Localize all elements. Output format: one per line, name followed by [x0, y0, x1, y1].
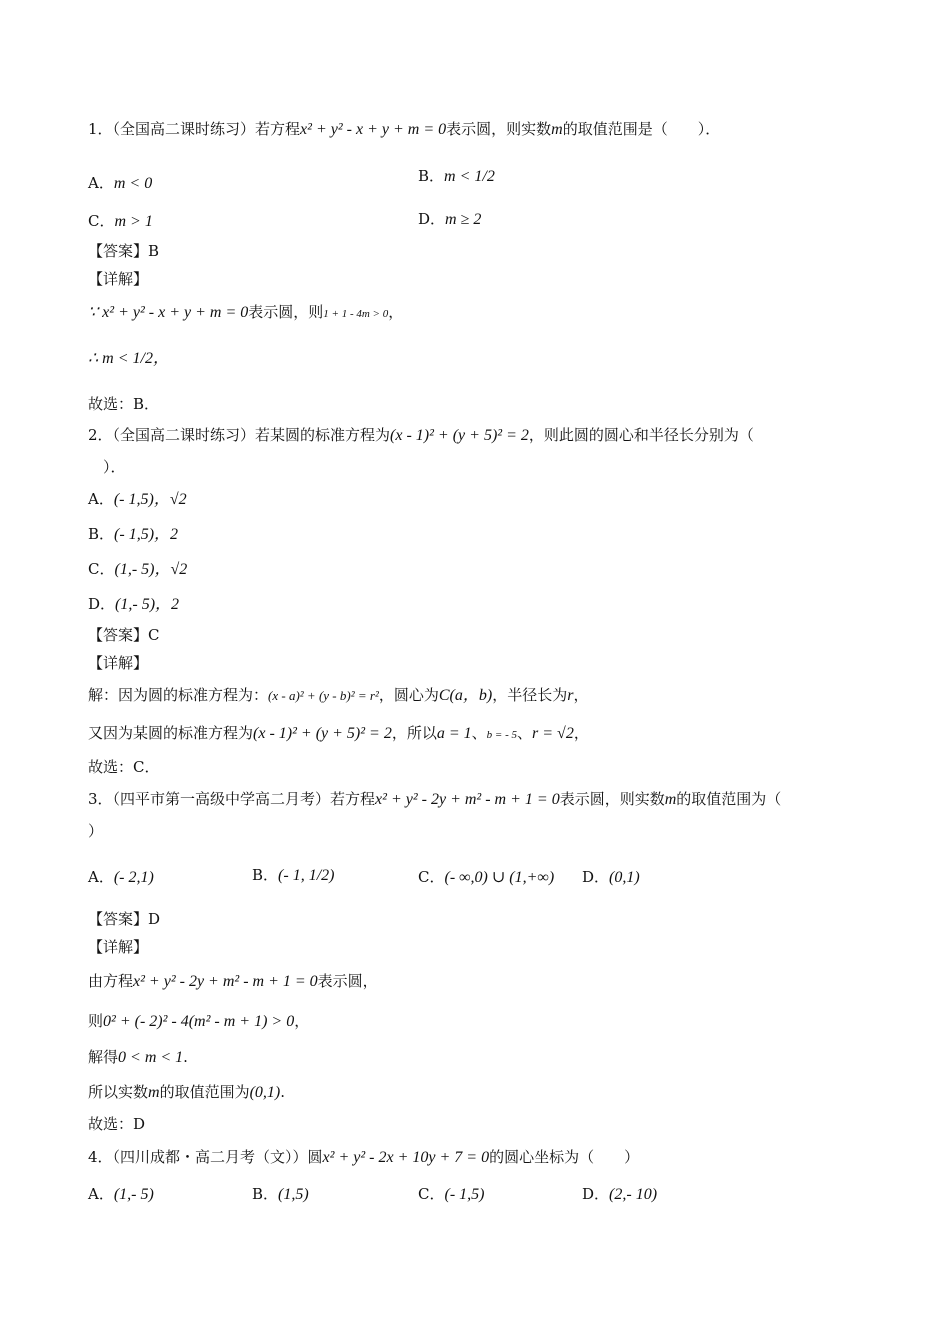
option-letter: D． — [582, 1185, 610, 1203]
q3-stem-line — [88, 788, 781, 811]
q4-stem-tail: 的圆心坐标为（ ） — [489, 1148, 640, 1166]
option-value: (- 1,5)，2 — [114, 526, 179, 543]
math-expression: (x - a)² + (y - b)² = r² — [268, 688, 379, 703]
q3-conclusion: 故选：D — [88, 1115, 146, 1133]
solution-text: ， — [294, 1012, 310, 1030]
option-value: (- 2,1) — [113, 869, 154, 886]
option-value: (1,- 5) — [113, 1186, 154, 1203]
option-letter: D． — [418, 210, 446, 228]
q2-stem-line — [88, 424, 754, 447]
option-value: (0,1) — [609, 869, 640, 886]
q3-solution-line-1 — [88, 970, 378, 993]
q3-equation: x² + y² - 2y + m² - m + 1 = 0 — [375, 791, 560, 808]
option-letter: D． — [582, 868, 610, 886]
q4-option-b — [252, 1183, 309, 1206]
q1-stem-line — [88, 118, 720, 141]
q2-option-c — [88, 558, 187, 581]
option-letter: B． — [88, 525, 115, 543]
q1-answer: 【答案】B — [88, 242, 160, 260]
solution-text: 、 — [517, 724, 533, 742]
q3-answer: 【答案】D — [88, 910, 161, 928]
q1-option-b — [418, 165, 495, 188]
math-expression: 0² + (- 2)² - 4(m² - m + 1) > 0 — [103, 1013, 295, 1030]
q3-stem-tail: 表示圆，则实数 — [559, 790, 665, 808]
q4-option-c — [418, 1183, 484, 1206]
q1-option-d — [418, 208, 481, 231]
q3-variable: m — [664, 791, 677, 808]
solution-text: 的取值范围为 — [159, 1083, 250, 1101]
option-letter: C． — [418, 868, 445, 886]
math-expression: r = √2 — [532, 725, 574, 742]
solution-text: 表示圆，则 — [248, 303, 324, 321]
q2-stem-line-2: ）． — [88, 458, 126, 476]
option-value: m ≥ 2 — [445, 211, 482, 228]
q4-option-a — [88, 1183, 154, 1206]
math-expression: 1 + 1 - 4m > 0 — [323, 308, 389, 320]
q1-conclusion: 故选：B． — [88, 395, 160, 413]
q1-variable: m — [551, 121, 563, 138]
solution-text: 由方程 — [88, 972, 134, 990]
option-letter: A． — [88, 1185, 114, 1203]
option-letter: A． — [88, 174, 114, 192]
math-expression: (x - 1)² + (y + 5)² = 2 — [253, 725, 392, 742]
option-value: m > 1 — [114, 213, 153, 230]
option-letter: D． — [88, 595, 116, 613]
solution-text: 又因为某圆的标准方程为 — [88, 724, 254, 742]
q4-stem: 4．（四川成都・高二月考（文））圆 — [88, 1148, 323, 1166]
q1-detail-heading: 【详解】 — [88, 270, 149, 288]
math-expression: b = - 5 — [486, 729, 518, 741]
q4-stem-line — [88, 1146, 639, 1169]
math-expression: (0,1) — [249, 1084, 281, 1101]
solution-text: ，半径长为 — [492, 686, 568, 704]
option-value: (1,- 5)，2 — [115, 596, 180, 613]
q1-option-a — [88, 172, 152, 195]
q3-stem-line-2: ） — [88, 822, 104, 840]
option-value: (- 1, 1/2) — [278, 867, 335, 884]
math-expression: x² + y² - 2y + m² - m + 1 = 0 — [133, 973, 318, 990]
option-value: (1,- 5)，√2 — [114, 561, 188, 578]
q3-option-a — [88, 866, 154, 889]
q1-solution-line-2 — [88, 347, 169, 370]
option-value: m < 1/2 — [444, 168, 495, 185]
solution-text: 表示圆， — [317, 972, 378, 990]
option-letter: C． — [88, 212, 115, 230]
solution-text: ， — [573, 724, 589, 742]
q1-solution-line-1 — [88, 301, 403, 325]
math-expression: r — [567, 687, 574, 704]
solution-text: 解得 — [88, 1048, 119, 1066]
solution-text: 所以实数 — [88, 1083, 149, 1101]
math-expression: a = 1 — [436, 725, 472, 742]
q3-stem-end: 的取值范围为（ — [676, 790, 782, 808]
q2-option-a — [88, 488, 187, 511]
option-letter: C． — [418, 1185, 445, 1203]
math-expression: ∵ x² + y² - x + y + m = 0 — [88, 304, 249, 321]
math-expression: ∴ m < 1/2， — [88, 350, 169, 367]
solution-text: . — [280, 1083, 286, 1101]
option-value: (- 1,5)，√2 — [113, 491, 187, 508]
math-expression: m — [148, 1084, 160, 1101]
q1-stem-tail: 表示圆，则实数 — [446, 120, 552, 138]
q2-option-b — [88, 523, 178, 546]
q3-solution-line-4 — [88, 1081, 285, 1104]
q2-solution-line-2 — [88, 722, 589, 746]
solution-text: 、 — [471, 724, 487, 742]
q4-option-d — [582, 1183, 657, 1206]
option-value: (2,- 10) — [609, 1186, 658, 1203]
solution-text: ， — [573, 686, 589, 704]
q2-stem-tail: ，则此圆的圆心和半径长分别为（ — [528, 426, 754, 444]
solution-text: . — [183, 1048, 188, 1066]
solution-text: 则 — [88, 1012, 104, 1030]
option-letter: B． — [252, 866, 279, 884]
q1-option-c — [88, 210, 153, 233]
option-letter: A． — [88, 490, 114, 508]
q1-stem-end: 的取值范围是（ ）． — [562, 120, 721, 138]
q3-solution-line-3 — [88, 1046, 188, 1069]
option-letter: B． — [418, 167, 445, 185]
math-expression: 0 < m < 1 — [118, 1049, 184, 1066]
q2-answer: 【答案】C — [88, 626, 160, 644]
q2-option-d — [88, 593, 179, 616]
solution-text: 解：因为圆的标准方程为： — [88, 686, 269, 704]
solution-text: ， — [388, 303, 404, 321]
q2-solution-line-1 — [88, 684, 588, 707]
q1-equation: x² + y² - x + y + m = 0 — [300, 121, 447, 138]
q2-stem: 2．（全国高二课时练习）若某圆的标准方程为 — [88, 426, 391, 444]
q3-solution-line-2 — [88, 1010, 309, 1033]
option-value: (- 1,5) — [444, 1186, 485, 1203]
q3-option-d — [582, 866, 640, 889]
option-letter: B． — [252, 1185, 279, 1203]
q3-detail-heading: 【详解】 — [88, 938, 149, 956]
q2-equation: (x - 1)² + (y + 5)² = 2 — [390, 427, 529, 444]
q2-conclusion: 故选：C． — [88, 758, 160, 776]
option-letter: A． — [88, 868, 114, 886]
option-value: (1,5) — [278, 1186, 309, 1203]
option-value: m < 0 — [113, 175, 153, 192]
option-value: (- ∞,0) ∪ (1,+∞) — [444, 869, 555, 886]
q1-stem: 1．（全国高二课时练习）若方程 — [88, 120, 301, 138]
q3-option-c — [418, 866, 554, 889]
solution-text: ，所以 — [391, 724, 437, 742]
solution-text: ，圆心为 — [378, 686, 439, 704]
q2-detail-heading: 【详解】 — [88, 654, 149, 672]
q4-equation: x² + y² - 2x + 10y + 7 = 0 — [322, 1149, 490, 1166]
q3-stem: 3．（四平市第一高级中学高二月考）若方程 — [88, 790, 376, 808]
math-expression: C(a，b) — [438, 687, 493, 704]
option-letter: C． — [88, 560, 115, 578]
q3-option-b — [252, 864, 334, 887]
